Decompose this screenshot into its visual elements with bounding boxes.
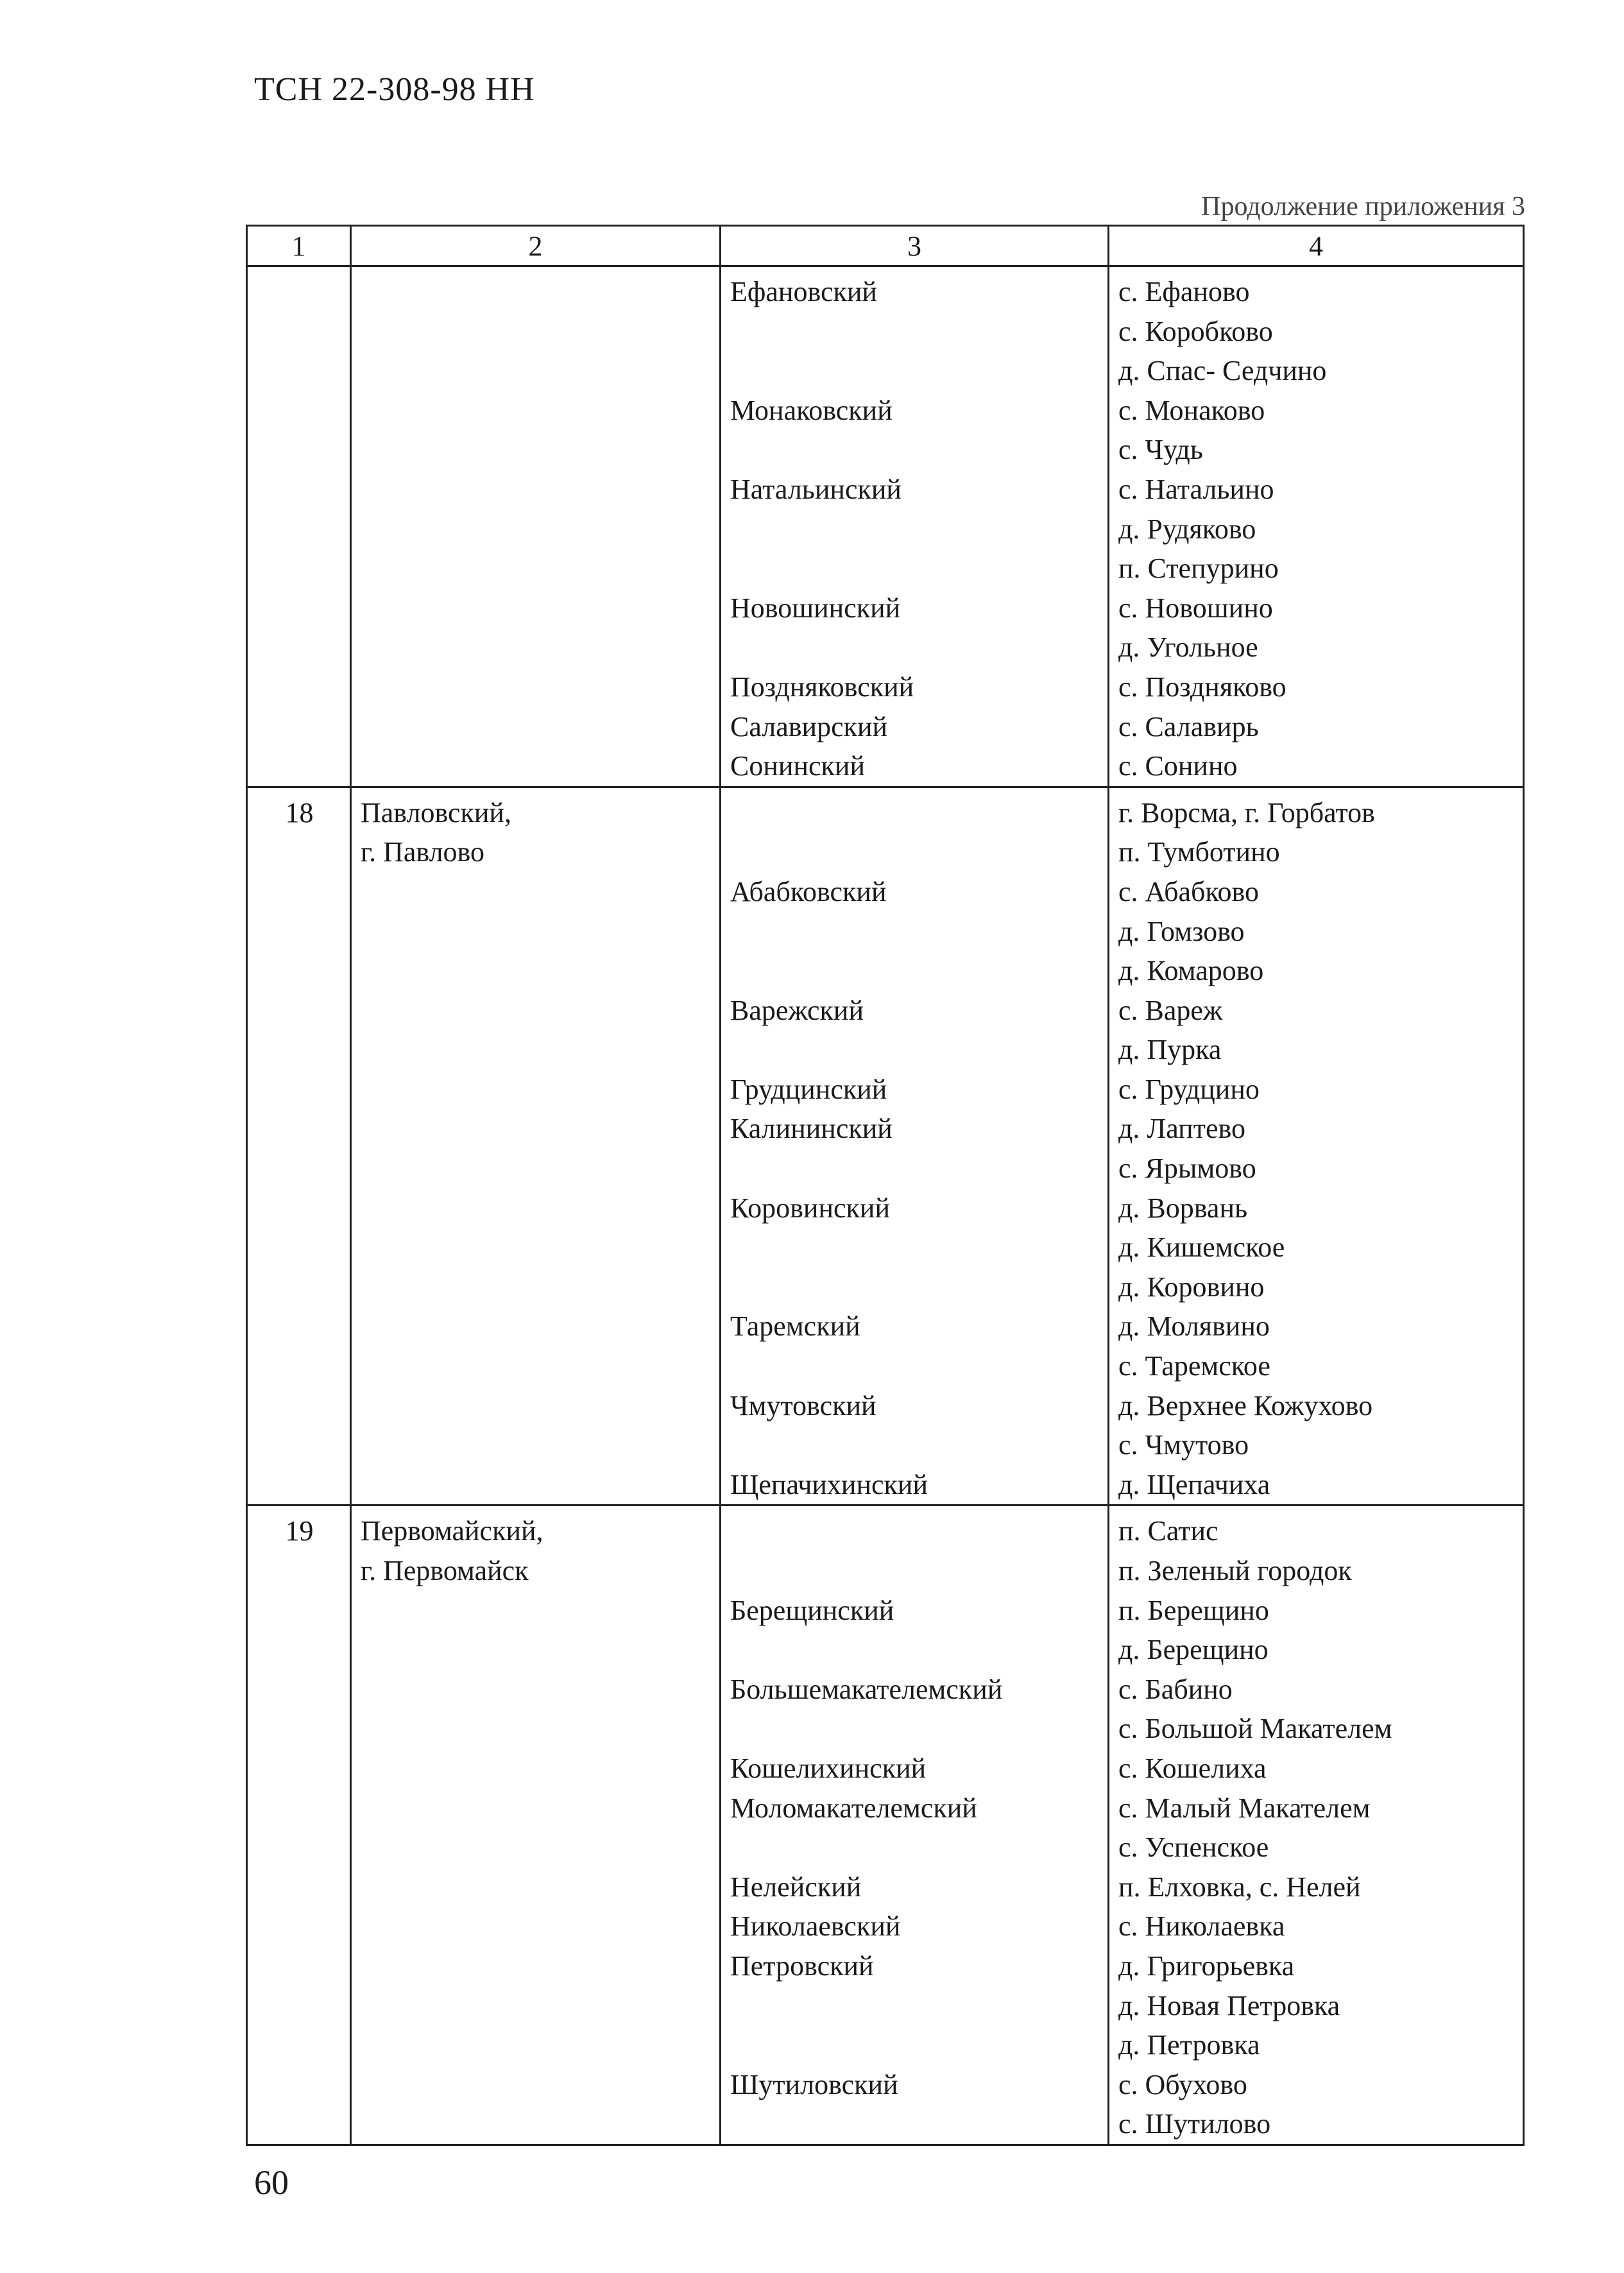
council-name: Абабковский <box>730 875 887 907</box>
council-name <box>730 793 1100 833</box>
council-name: Шутиловский <box>730 2068 898 2100</box>
district-cell <box>351 266 721 787</box>
row-number: 18 <box>285 796 314 828</box>
council-cell <box>721 787 1109 1505</box>
council-name: Натальинский <box>730 473 902 505</box>
council-name <box>730 1828 1100 1867</box>
council-name <box>730 510 1100 549</box>
settlement-name: д. Комарово <box>1118 955 1264 987</box>
council-name: Салавирский <box>730 710 888 742</box>
settlement-name: с. Обухово <box>1118 2068 1247 2100</box>
settlement-name: д. Пурка <box>1118 1034 1222 1066</box>
settlement-name: с. Коробково <box>1118 315 1273 347</box>
council-name <box>730 1228 1100 1267</box>
settlement-name: д. Рудяково <box>1118 513 1256 545</box>
settlement-name: с. Николаевка <box>1118 1910 1285 1943</box>
settlement-name: с. Чудь <box>1118 434 1203 466</box>
district-line: Павловский, <box>361 796 511 828</box>
council-cell <box>721 1505 1109 2145</box>
row-number-cell <box>247 266 351 787</box>
settlement-cell <box>1109 787 1524 1505</box>
settlement-name: д. Угольное <box>1118 631 1258 664</box>
settlement-name: д. Кишемское <box>1118 1231 1285 1264</box>
council-name: Кошелихинский <box>730 1752 927 1784</box>
council-name: Таремский <box>730 1310 860 1342</box>
settlement-name: д. Берещино <box>1118 1634 1269 1666</box>
council-name <box>730 1425 1100 1465</box>
document-code: ТСН 22-308-98 НН <box>254 71 535 108</box>
settlement-name: д. Новая Петровка <box>1118 1989 1340 2021</box>
council-name <box>730 832 1100 872</box>
continuation-note: Продолжение приложения 3 <box>1201 192 1525 221</box>
row-number-cell <box>247 1505 351 2145</box>
settlement-name: с. Таремское <box>1118 1350 1270 1382</box>
council-name <box>730 951 1100 991</box>
district-line: г. Первомайск <box>361 1555 529 1586</box>
council-name <box>730 1986 1100 2026</box>
council-name: Монаковский <box>730 394 893 426</box>
council-name: Нелейский <box>730 1871 862 1903</box>
council-name: Чмутовский <box>730 1389 876 1421</box>
settlement-name: п. Тумботино <box>1118 836 1280 868</box>
council-name <box>730 1030 1100 1070</box>
council-name <box>730 549 1100 588</box>
council-name: Коровинский <box>730 1192 891 1224</box>
settlement-name: д. Молявино <box>1118 1310 1270 1342</box>
settlement-name: с. Натальино <box>1118 473 1274 505</box>
settlement-name: с. Большой Макателем <box>1118 1713 1392 1745</box>
page-number: 60 <box>254 2163 289 2202</box>
table-row <box>247 1505 1524 2145</box>
settlement-name: с. Новошино <box>1118 592 1273 624</box>
council-name <box>730 351 1100 391</box>
council-name <box>730 1709 1100 1749</box>
council-name <box>730 912 1100 952</box>
council-name: Моломакателемский <box>730 1792 977 1824</box>
column-header-2: 2 <box>351 226 721 266</box>
settlement-name: д. Петровка <box>1118 2029 1260 2061</box>
settlement-name: с. Кошелиха <box>1118 1752 1267 1784</box>
settlement-name: п. Сатис <box>1118 1515 1218 1547</box>
settlement-name: п. Степурино <box>1118 553 1279 585</box>
council-name: Новошинский <box>730 592 901 624</box>
council-name: Берещинский <box>730 1594 894 1626</box>
row-number: 19 <box>285 1515 314 1547</box>
settlement-name: с. Сонино <box>1118 750 1238 782</box>
table-header <box>247 226 1524 266</box>
settlement-name: г. Ворсма, г. Горбатов <box>1118 796 1375 828</box>
district-line: Первомайский, <box>361 1515 543 1547</box>
table-row <box>247 266 1524 787</box>
settlement-name: с. Монаково <box>1118 394 1265 426</box>
council-name <box>730 628 1100 667</box>
district-cell <box>351 1505 721 2145</box>
row-number <box>257 272 342 312</box>
settlement-name: с. Абабково <box>1118 875 1259 907</box>
column-header-1: 1 <box>247 226 351 266</box>
settlement-name: с. Бабино <box>1118 1673 1233 1705</box>
council-name: Петровский <box>730 1950 874 1982</box>
council-cell <box>721 266 1109 787</box>
settlement-name: с. Успенское <box>1118 1831 1269 1864</box>
district-cell <box>351 787 721 1505</box>
council-name <box>730 1346 1100 1386</box>
council-name: Сонинский <box>730 750 865 782</box>
column-header-4: 4 <box>1109 226 1524 266</box>
council-name <box>730 1551 1100 1591</box>
settlement-name: с. Чмутово <box>1118 1429 1249 1461</box>
settlement-name: д. Лаптево <box>1118 1113 1245 1145</box>
settlement-name: п. Зеленый городок <box>1118 1555 1352 1586</box>
settlement-name: д. Гомзово <box>1118 915 1245 947</box>
settlement-name: д. Спас- Седчино <box>1118 355 1327 387</box>
council-name <box>730 1511 1100 1551</box>
settlement-name: п. Елховка, с. Нелей <box>1118 1871 1361 1903</box>
settlement-name: д. Щепачиха <box>1118 1468 1270 1500</box>
council-name <box>730 1630 1100 1670</box>
council-name: Поздняковский <box>730 671 914 703</box>
row-number-cell <box>247 787 351 1505</box>
council-name: Калининский <box>730 1113 893 1145</box>
settlement-name: с. Малый Макателем <box>1118 1792 1371 1824</box>
council-name: Грудцинский <box>730 1073 887 1105</box>
settlement-name: с. Поздняково <box>1118 671 1286 703</box>
council-name: Николаевский <box>730 1910 901 1943</box>
council-name <box>730 2104 1100 2144</box>
settlement-name: д. Верхнее Кожухово <box>1118 1389 1373 1421</box>
table-row <box>247 787 1524 1505</box>
district-line: г. Павлово <box>361 836 485 868</box>
settlement-name: с. Шутилово <box>1118 2108 1271 2140</box>
settlement-cell <box>1109 266 1524 787</box>
settlement-name: с. Салавирь <box>1118 710 1259 742</box>
council-name <box>730 2025 1100 2065</box>
settlement-name: с. Вареж <box>1118 994 1223 1026</box>
council-name: Большемакателемский <box>730 1673 1003 1705</box>
council-name <box>730 312 1100 352</box>
council-name: Варежский <box>730 994 864 1026</box>
council-name <box>730 430 1100 470</box>
settlement-name: с. Ефаново <box>1118 276 1250 307</box>
council-name: Щепачихинский <box>730 1468 928 1500</box>
settlement-name: д. Коровино <box>1118 1271 1265 1303</box>
column-header-3: 3 <box>721 226 1109 266</box>
council-name <box>730 1267 1100 1307</box>
settlement-name: п. Берещино <box>1118 1594 1269 1626</box>
council-name: Ефановский <box>730 276 877 307</box>
appendix-table <box>246 225 1525 2146</box>
table-body <box>247 266 1524 2145</box>
settlement-name: д. Григорьевка <box>1118 1950 1295 1982</box>
settlement-cell <box>1109 1505 1524 2145</box>
council-name <box>730 1149 1100 1188</box>
settlement-name: д. Ворвань <box>1118 1192 1248 1224</box>
settlement-name: с. Ярымово <box>1118 1153 1256 1185</box>
settlement-name: с. Грудцино <box>1118 1073 1260 1105</box>
